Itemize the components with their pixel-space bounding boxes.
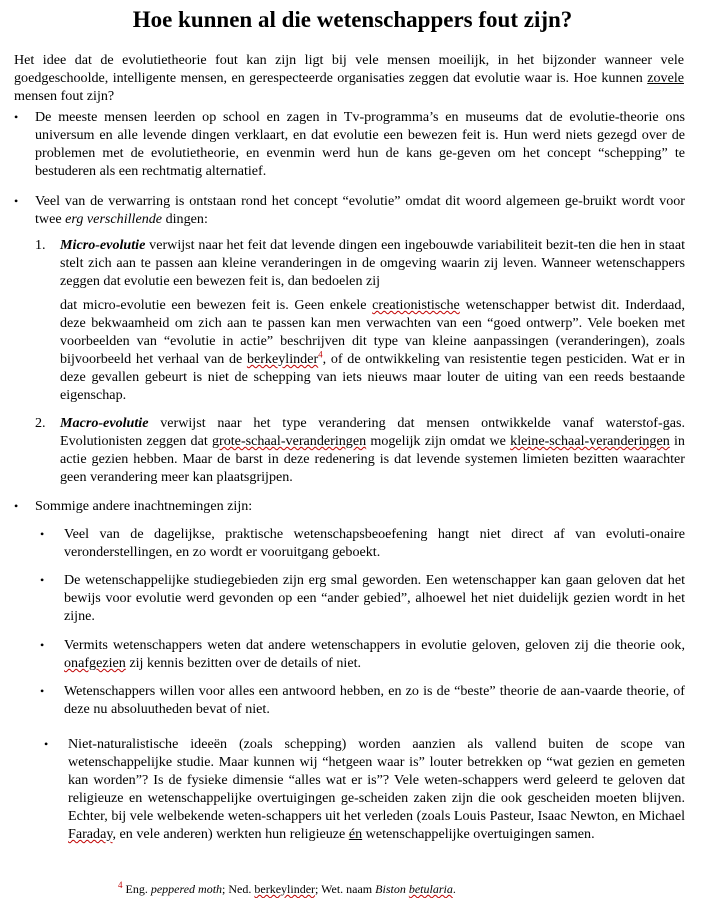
confusion-text-end: dingen: (162, 211, 208, 227)
footnote-number: 4 (118, 880, 123, 890)
creationist-word: creationistische (372, 297, 460, 313)
intro-paragraph (14, 51, 684, 105)
macro-evolution-text-c: in actie gezien hebben. Maar de barst in deze redenering is dat levende systemen limieten bezitten waarachter geen verandering meer kan plaatsgrijpen. (60, 433, 685, 485)
berkeylinder-word: berkeylinder (246, 351, 319, 367)
sub-bullet-icon: • (40, 527, 45, 541)
footnote-text-b: ; Ned. (222, 882, 255, 896)
macro-evolution-paragraph (60, 414, 685, 486)
micro-evolution-text-c: wetenschapper betwist dit. Inderdaad, deze bekwaamheid om zich aan te passen kan men verwachten van een “goed ontwerp”. Vele boeken met voorbeelden van “evolutie in actie” beschrijven dit type van kleine aanpassingen (veranderingen), zoals bijvoorbeeld het verhaal van de (60, 297, 685, 367)
footnote-text-c: ; Wet. naam (315, 882, 376, 896)
macro-evolution-term: Macro-evolutie (60, 415, 149, 431)
sub-bullet-icon: • (40, 638, 45, 652)
observation-non-naturalistic (68, 735, 685, 843)
bullet-paragraph-school: De meeste mensen leerden op school en zagen in Tv-programma’s en museums dat de evolutie-theorie ons universum en alle levende dingen verklaart, en dat evolutie een bewezen feit is. Hun werd niets gezegd over de problemen met de evolutietheorie, en evenmin werd hun de kans ge-geven om het concept “schepping” te bestuderen als een rechtmatig alternatief. (35, 109, 685, 179)
belief-text: Vermits wetenschappers weten dat andere wetenschappers in evolutie geloven, geloven zij die theorie ook, (64, 637, 685, 653)
sub-bullet-icon: • (40, 573, 45, 587)
observation-belief-others (64, 636, 685, 672)
faraday-word: Faraday (68, 826, 113, 842)
bullet-paragraph-confusion (35, 192, 685, 228)
observation-practical-science: Veel van de dagelijkse, praktische wetenschapsbeoefening hangt niet direct af van evoluti-onaire veronderstellingen, en zo wordt er vooruitgang geboekt. (64, 526, 685, 560)
micro-evolution-text-d: , of de ontwikkeling van resistentie tegen pesticiden. Wat er in deze gevallen gebeurt is niet de schepping van iets nieuws maar louter de uiting van een reeds bestaande eigenschap. (60, 351, 685, 403)
intro-text-end: mensen fout zijn? (14, 88, 115, 104)
non-naturalistic-text: Niet-naturalistische ideeën (zoals schepping) worden aanzien als vallend buiten de scope van wetenschappelijke studie. Maar kunnen wij “hetgeen waar is” louter betrekken op “wat gezien en gemeten kan worden”? Is de fysieke dimensie “alles wat er is”? Vele weten-schappers werd geleerd te geloven dat religieuze en wetenschappelijke overtuigingen ge-scheiden zaken zijn die ook gescheiden moeten blijven. Echter, bij vele welbekende weten-schappers uit het verleden (zoals Louis Pasteur, Isaac Newton, en Michael (68, 736, 685, 824)
macro-evolution-text-b: mogelijk zijn omdat we (366, 433, 511, 449)
bullet-icon: • (14, 499, 19, 513)
non-naturalistic-text-b: , en vele anderen) werkten hun religieuze (112, 826, 349, 842)
micro-evolution-term: Micro-evolutie (60, 237, 146, 253)
bullet-icon: • (14, 194, 19, 208)
large-scale-word: grote-schaal-veranderingen (211, 433, 367, 449)
footnote-text-end: . (452, 882, 456, 896)
onafgezien-word: onafgezien (64, 655, 126, 671)
footnote-dutch-name: berkeylinder (254, 882, 316, 896)
list-number: 2. (35, 415, 46, 431)
intro-text: Het idee dat de evolutietheorie fout kan zijn ligt bij vele mensen moeilijk, in het bijzonder wanneer vele goedgeschoolde, intelligente mensen, en gerespecteerde organisaties zeggen dat evolutie waar is. Hoe kunnen (14, 52, 684, 86)
footnote-text: Eng. (122, 882, 151, 896)
page-title: Hoe kunnen al die wetenschappers fout zijn? (132, 7, 573, 32)
sub-bullet-icon: • (40, 684, 45, 698)
other-observations-heading: Sommige andere inachtnemingen zijn: (35, 498, 253, 514)
footnote-ref: 4 (318, 349, 323, 360)
micro-evolution-paragraph-b (60, 296, 685, 404)
sub-bullet-icon: • (44, 737, 49, 751)
footnote (118, 876, 456, 898)
footnote-english-name: peppered moth (150, 882, 223, 896)
observation-narrow-fields: De wetenschappelijke studiegebieden zijn erg smal geworden. Een wetenschapper kan gaan geloven dat het bewijs voor evolutie werd gevonden op een “ander gebied”, alhoewel het niet duidelijk gezien wordt in het zijne. (64, 572, 685, 624)
bullet-icon: • (14, 110, 19, 124)
en-emphasis-word: én (348, 826, 363, 842)
micro-evolution-text-b: dat micro-evolutie een bewezen feit is. Geen enkele (60, 297, 373, 313)
micro-evolution-paragraph-a (60, 236, 685, 290)
confusion-italic: erg verschillende (65, 211, 163, 227)
macro-evolution-text: verwijst naar het type verandering dat mensen ontwikkelde vanaf waterstof-gas. Evolutionisten zeggen dat (60, 415, 685, 449)
list-number: 1. (35, 237, 46, 253)
belief-text-end: zij kennis bezitten over de details of niet. (125, 655, 362, 671)
footnote-latin-genus: Biston (375, 882, 409, 896)
non-naturalistic-text-c: wetenschappelijke overtuigingen samen. (362, 826, 595, 842)
small-scale-word: kleine-schaal-veranderingen (510, 433, 670, 449)
observation-best-theory: Wetenschappers willen voor alles een antwoord hebben, en zo is de “beste” theorie de aan-vaarde theorie, of deze nu absoluutheden bevat of niet. (64, 683, 685, 717)
micro-evolution-text: verwijst naar het feit dat levende dingen een ingebouwde variabiliteit bezit-ten die hen in staat stelt zich aan te passen aan kleine veranderingen in de omgeving waarin zij leven. Wanneer wetenschappers zeggen dat evolutie een bewezen feit is, dan bedoelen zij (60, 237, 685, 289)
intro-underlined: zovele (647, 70, 684, 86)
confusion-text: Veel van de verwarring is ontstaan rond het concept “evolutie” omdat dit woord algemeen ge-bruikt wordt voor twee (35, 193, 685, 227)
footnote-latin-species: betularia (408, 882, 453, 896)
